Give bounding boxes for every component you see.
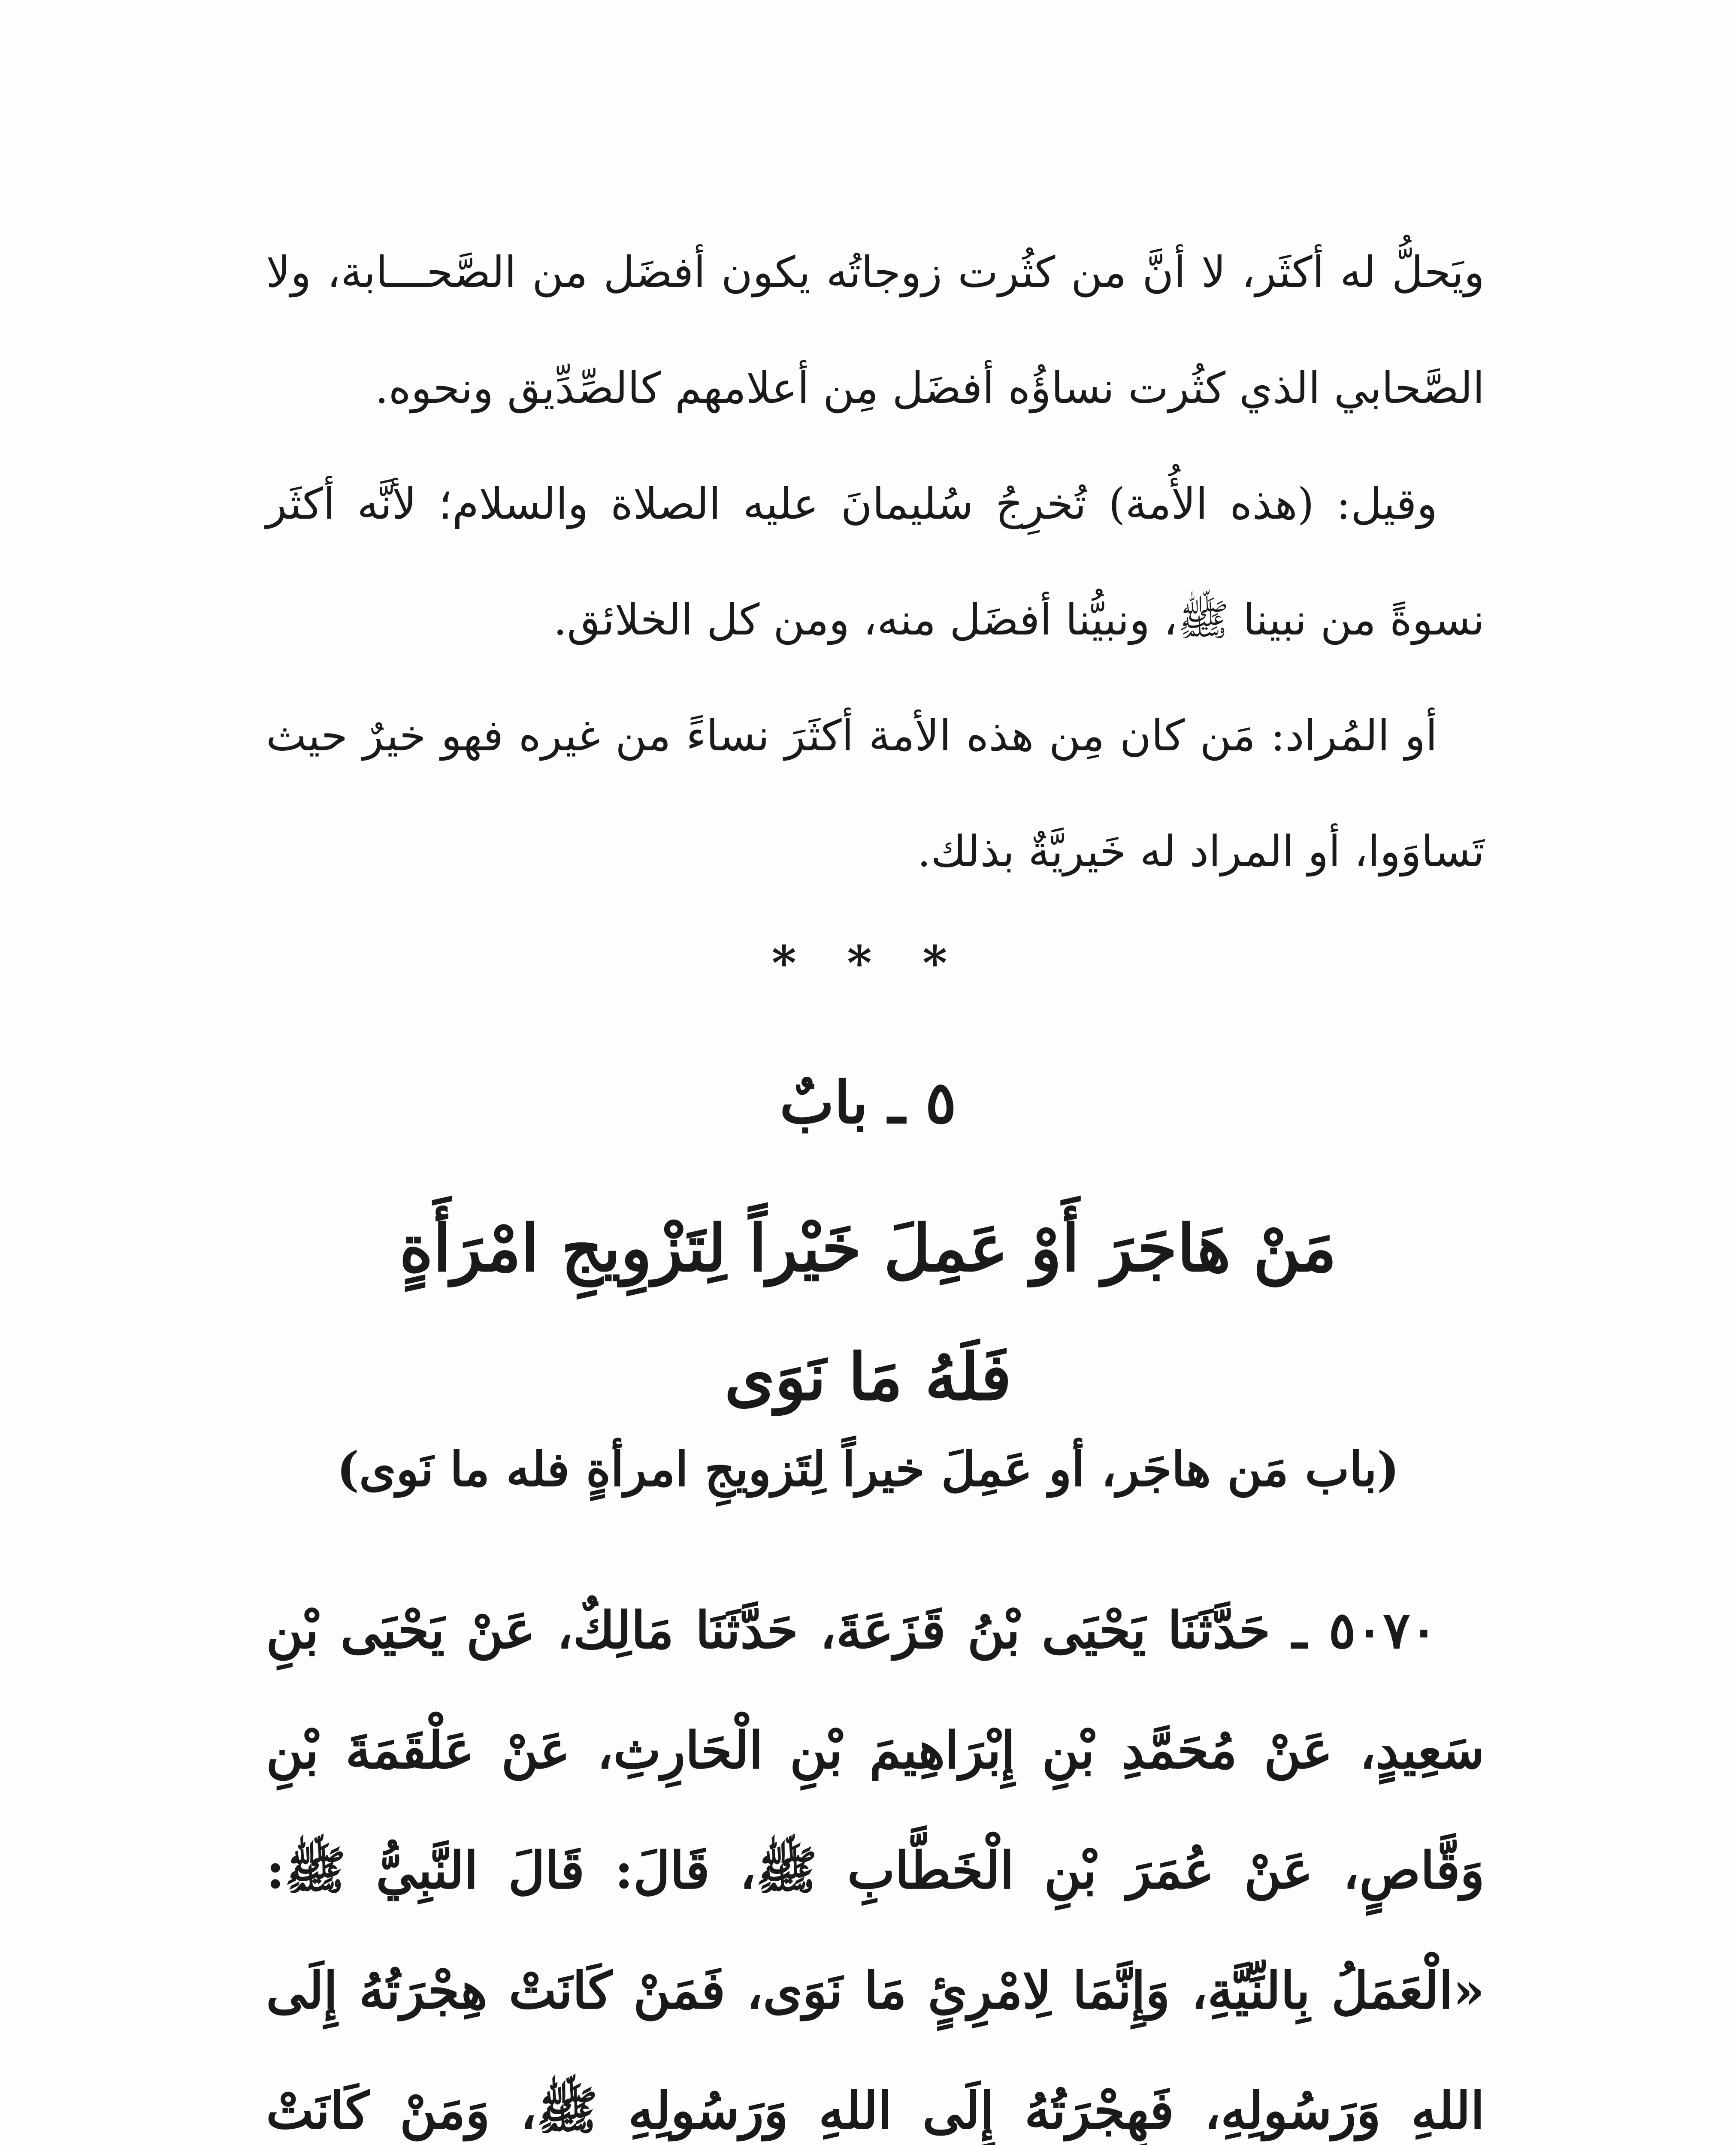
- chapter-title-line-1: مَنْ هَاجَرَ أَوْ عَمِلَ خَيْراً لِتَزْوِيجِ امْرَأَةٍ: [399, 1211, 1337, 1286]
- chapter-subtitle: (باب مَن هاجَر، أو عَمِلَ خيراً لِتَزويجِ امرأةٍ فله ما نَوى): [336, 1441, 1400, 1497]
- commentary-block: [266, 214, 1485, 909]
- hadith-text: ٥٠٧٠ ـ حَدَّثَنَا يَحْيَى بْنُ قَزَعَةَ، حَدَّثَنَا مَالِكٌ، عَنْ يَحْيَى بْنِ سَعِيدٍ، عَنْ مُحَمَّدِ بْنِ إِبْرَاهِيمَ بْنِ الْحَارِثِ، عَنْ عَلْقَمَةَ بْنِ وَقَّاصٍ، عَنْ عُمَرَ بْنِ الْخَطَّابِ ﷺ، قَالَ: قَالَ النَّبِيُّ ﷺ: «الْعَمَلُ بِالنِّيَّةِ، وَإِنَّمَا لِامْرِئٍ مَا نَوَى، فَمَنْ كَانَتْ هِجْرَتُهُ إِلَى اللهِ وَرَسُولِهِ، فَهِجْرَتُهُ إِلَى اللهِ وَرَسُولِهِ ﷺ، وَمَنْ كَانَتْ: [266, 1600, 1485, 2140]
- hadith-block: [266, 1570, 1485, 2145]
- commentary-paragraph-2: وقيل: (هذه الأُمة) تُخرِجُ سُليمانَ عليه الصلاة والسلام؛ لأنَّه أكثَر نسوةً من نبينا ﷺ، ونبيُّنا أفضَل منه، ومن كل الخلائق.: [266, 479, 1485, 645]
- chapter-title-line-2: فَلَهُ مَا نَوَى: [724, 1339, 1012, 1415]
- commentary-paragraph-1: ويَحلُّ له أكثَر، لا أنَّ من كثُرت زوجاتُه يكون أفضَل من الصَّحـــابة، ولا الصَّحابي الذي كثُرت نساؤُه أفضَل مِن أعلامهم كالصِّدِّيق ونحوه.: [266, 247, 1485, 413]
- chapter-number: ٥ ـ بابٌ: [780, 1068, 956, 1136]
- commentary-paragraph-3: أو المُراد: مَن كان مِن هذه الأمة أكثَرَ نساءً من غيره فهو خيرٌ حيث تَساوَوا، أو المراد له خَيريَّةٌ بذلك.: [266, 710, 1485, 876]
- chapter-title: [0, 1184, 1736, 1441]
- section-separator: * * *: [771, 935, 965, 991]
